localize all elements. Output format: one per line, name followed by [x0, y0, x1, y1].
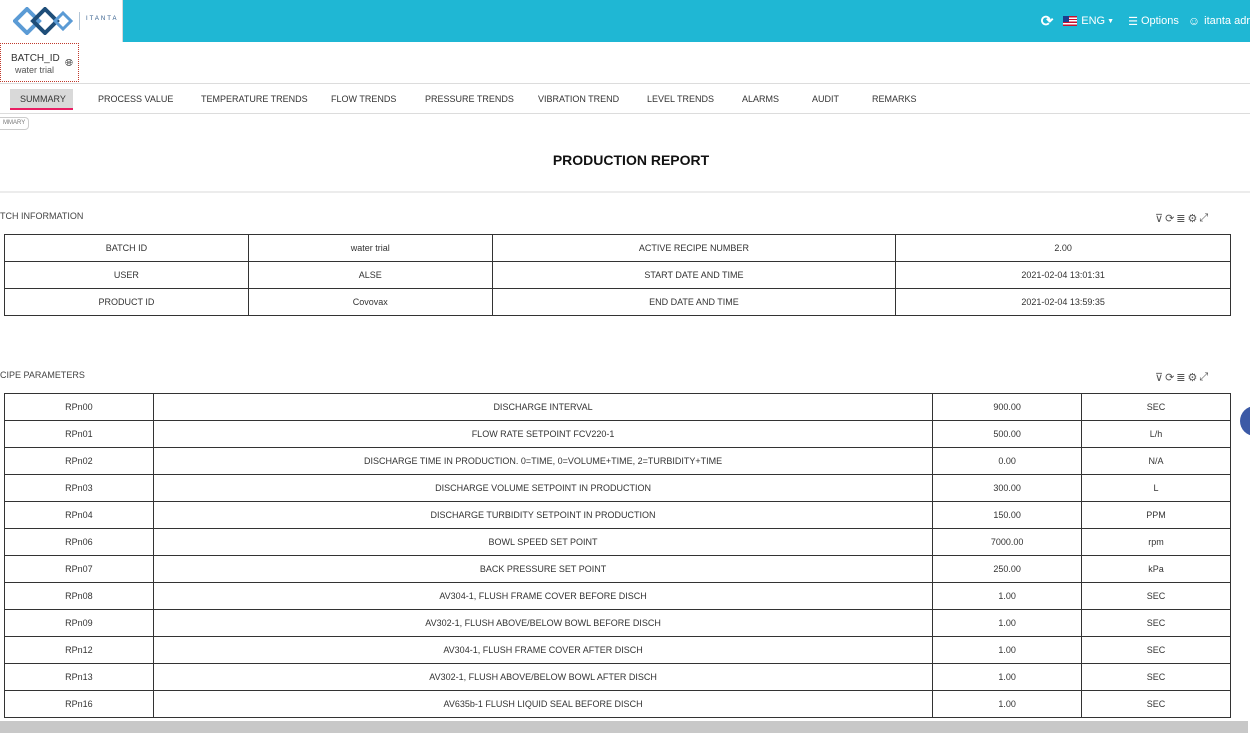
- tab-process-value[interactable]: PROCESS VALUE: [98, 94, 174, 104]
- batch-card[interactable]: [0, 43, 79, 82]
- parameter-unit-cell: L: [1082, 475, 1231, 502]
- parameter-value-cell: 1.00: [933, 691, 1082, 718]
- breadcrumb[interactable]: MMARY: [0, 117, 29, 130]
- table-row: [5, 394, 1231, 421]
- parameter-unit-cell: SEC: [1082, 691, 1231, 718]
- us-flag-icon: [1063, 16, 1077, 26]
- chevron-down-icon[interactable]: ▼: [1107, 17, 1115, 25]
- parameter-description-cell: FLOW RATE SETPOINT FCV220-1: [153, 421, 932, 448]
- table-row: [5, 610, 1231, 637]
- sliders-icon[interactable]: ☰: [1128, 15, 1138, 28]
- parameter-code-cell: RPn07: [5, 556, 154, 583]
- field-value-cell: 2021-02-04 13:59:35: [896, 289, 1231, 316]
- parameter-code-cell: RPn12: [5, 637, 154, 664]
- parameter-value-cell: 7000.00: [933, 529, 1082, 556]
- parameter-value-cell: 300.00: [933, 475, 1082, 502]
- table-row: [5, 289, 1231, 316]
- table-row: [5, 262, 1231, 289]
- parameter-unit-cell: SEC: [1082, 583, 1231, 610]
- tab-remarks[interactable]: REMARKS: [872, 94, 917, 104]
- parameter-code-cell: RPn01: [5, 421, 154, 448]
- horizontal-scrollbar[interactable]: [0, 721, 1248, 733]
- table-row: [5, 502, 1231, 529]
- refresh-icon[interactable]: ⟳: [1165, 213, 1175, 225]
- page-title: PRODUCTION REPORT: [552, 152, 710, 168]
- parameter-description-cell: DISCHARGE TURBIDITY SETPOINT IN PRODUCTION: [153, 502, 932, 529]
- parameter-description-cell: BOWL SPEED SET POINT: [153, 529, 932, 556]
- globe-icon[interactable]: 🌐︎: [65, 58, 73, 69]
- table-row: [5, 475, 1231, 502]
- parameter-description-cell: AV302-1, FLUSH ABOVE/BELOW BOWL AFTER DISCH: [153, 664, 932, 691]
- field-value-cell: ALSE: [248, 262, 492, 289]
- tab-temperature-trends[interactable]: TEMPERATURE TRENDS: [201, 94, 308, 104]
- logo-text: ITANTA: [86, 16, 119, 22]
- divider: [0, 113, 1250, 114]
- tab-pressure-trends[interactable]: PRESSURE TRENDS: [425, 94, 514, 104]
- tab-audit[interactable]: AUDIT: [812, 94, 839, 104]
- table-row: [5, 583, 1231, 610]
- field-value-cell: 2.00: [896, 235, 1231, 262]
- logo-divider: [79, 12, 80, 30]
- tab-summary[interactable]: SUMMARY: [10, 89, 73, 110]
- parameter-unit-cell: SEC: [1082, 664, 1231, 691]
- field-value-cell: 2021-02-04 13:01:31: [896, 262, 1231, 289]
- table-row: [5, 556, 1231, 583]
- field-value-cell: water trial: [248, 235, 492, 262]
- parameter-value-cell: 900.00: [933, 394, 1082, 421]
- parameter-unit-cell: PPM: [1082, 502, 1231, 529]
- refresh-icon[interactable]: ⟳: [1040, 13, 1054, 30]
- gear-icon[interactable]: ⚙: [1187, 213, 1198, 225]
- field-label-cell: ACTIVE RECIPE NUMBER: [492, 235, 896, 262]
- parameter-description-cell: BACK PRESSURE SET POINT: [153, 556, 932, 583]
- field-label-cell: USER: [5, 262, 249, 289]
- field-value-cell: Covovax: [248, 289, 492, 316]
- parameter-unit-cell: SEC: [1082, 394, 1231, 421]
- parameter-unit-cell: rpm: [1082, 529, 1231, 556]
- table-row: [5, 448, 1231, 475]
- expand-icon[interactable]: ⤢: [1199, 371, 1209, 383]
- field-label-cell: START DATE AND TIME: [492, 262, 896, 289]
- table-row: [5, 235, 1231, 262]
- divider: [0, 83, 1250, 84]
- field-label-cell: END DATE AND TIME: [492, 289, 896, 316]
- language-selector[interactable]: ENG: [1081, 15, 1106, 27]
- parameter-code-cell: RPn16: [5, 691, 154, 718]
- parameter-value-cell: 250.00: [933, 556, 1082, 583]
- parameter-description-cell: AV635b-1 FLUSH LIQUID SEAL BEFORE DISCH: [153, 691, 932, 718]
- filter-icon[interactable]: ⊽: [1155, 213, 1164, 225]
- options-button[interactable]: Options: [1140, 15, 1179, 27]
- field-label-cell: BATCH ID: [5, 235, 249, 262]
- parameter-unit-cell: L/h: [1082, 421, 1231, 448]
- parameter-value-cell: 0.00: [933, 448, 1082, 475]
- sliders-icon[interactable]: ≣: [1176, 213, 1186, 225]
- parameter-unit-cell: N/A: [1082, 448, 1231, 475]
- logo-icon: [13, 7, 75, 35]
- parameter-value-cell: 1.00: [933, 664, 1082, 691]
- tab-vibration-trend[interactable]: VIBRATION TREND: [538, 94, 620, 104]
- header-controls: [1041, 0, 1250, 42]
- recipe-parameters-label: CIPE PARAMETERS: [0, 370, 85, 380]
- expand-icon[interactable]: ⤢: [1199, 212, 1209, 224]
- batch-card-value: water trial: [15, 65, 55, 75]
- parameter-code-cell: RPn06: [5, 529, 154, 556]
- refresh-icon[interactable]: ⟳: [1165, 372, 1175, 384]
- recipe-table-tools: [1155, 371, 1208, 384]
- parameter-code-cell: RPn03: [5, 475, 154, 502]
- batch-table-tools: [1155, 212, 1208, 225]
- table-row: [5, 637, 1231, 664]
- table-row: [5, 664, 1231, 691]
- parameter-unit-cell: SEC: [1082, 637, 1231, 664]
- parameter-code-cell: RPn04: [5, 502, 154, 529]
- user-name[interactable]: itanta adr: [1204, 15, 1250, 27]
- sliders-icon[interactable]: ≣: [1176, 372, 1186, 384]
- user-icon[interactable]: ☺: [1187, 14, 1201, 28]
- parameter-description-cell: DISCHARGE VOLUME SETPOINT IN PRODUCTION: [153, 475, 932, 502]
- parameter-description-cell: AV302-1, FLUSH ABOVE/BELOW BOWL BEFORE DISCH: [153, 610, 932, 637]
- parameter-value-cell: 500.00: [933, 421, 1082, 448]
- parameter-description-cell: DISCHARGE TIME IN PRODUCTION. 0=TIME, 0=VOLUME+TIME, 2=TURBIDITY+TIME: [153, 448, 932, 475]
- parameter-code-cell: RPn13: [5, 664, 154, 691]
- batch-information-table: [4, 234, 1231, 316]
- tab-alarms[interactable]: ALARMS: [742, 94, 780, 104]
- parameter-description-cell: DISCHARGE INTERVAL: [153, 394, 932, 421]
- tab-level-trends[interactable]: LEVEL TRENDS: [647, 94, 715, 104]
- filter-icon[interactable]: ⊽: [1155, 372, 1164, 384]
- parameter-description-cell: AV304-1, FLUSH FRAME COVER BEFORE DISCH: [153, 583, 932, 610]
- parameter-value-cell: 1.00: [933, 610, 1082, 637]
- table-row: [5, 529, 1231, 556]
- tab-flow-trends[interactable]: FLOW TRENDS: [331, 94, 397, 104]
- divider: [0, 191, 1250, 193]
- parameter-value-cell: 1.00: [933, 583, 1082, 610]
- parameter-value-cell: 150.00: [933, 502, 1082, 529]
- batch-information-label: TCH INFORMATION: [0, 211, 84, 221]
- parameter-code-cell: RPn00: [5, 394, 154, 421]
- gear-icon[interactable]: ⚙: [1187, 372, 1198, 384]
- recipe-parameters-table: [4, 393, 1231, 718]
- parameter-code-cell: RPn09: [5, 610, 154, 637]
- scroll-button[interactable]: [1240, 406, 1250, 436]
- top-header: [0, 0, 1250, 42]
- parameter-code-cell: RPn08: [5, 583, 154, 610]
- parameter-code-cell: RPn02: [5, 448, 154, 475]
- field-label-cell: PRODUCT ID: [5, 289, 249, 316]
- table-row: [5, 421, 1231, 448]
- parameter-description-cell: AV304-1, FLUSH FRAME COVER AFTER DISCH: [153, 637, 932, 664]
- batch-card-title: BATCH_ID: [11, 53, 60, 64]
- logo[interactable]: [0, 0, 123, 42]
- parameter-unit-cell: SEC: [1082, 610, 1231, 637]
- table-row: [5, 691, 1231, 718]
- parameter-unit-cell: kPa: [1082, 556, 1231, 583]
- parameter-value-cell: 1.00: [933, 637, 1082, 664]
